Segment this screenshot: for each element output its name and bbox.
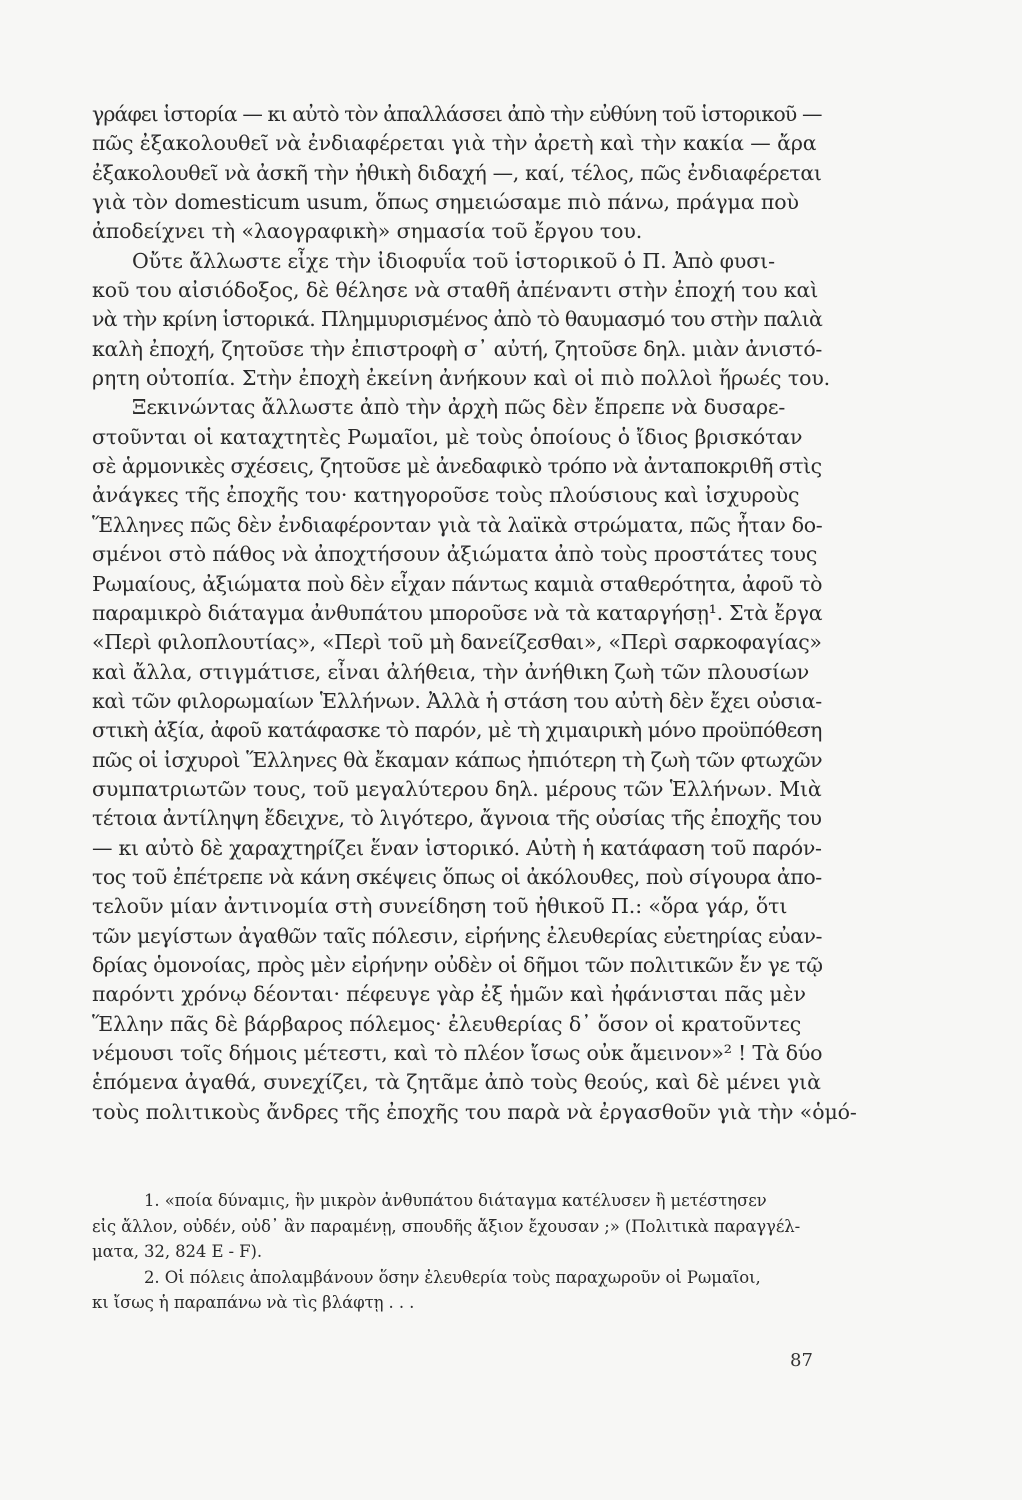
text-line: Ξεκινώντας ἄλλωστε ἀπὸ τὴν ἀρχὴ πῶς δὲν ἔπρεπε νὰ δυσαρε- [132,395,786,420]
text-line: κοῦ του αἰσιόδοξος, δὲ θέλησε νὰ σταθῆ ἀπέναντι στὴν ἐποχή του καὶ [92,278,819,303]
text-line: γράφει ἱστορία — κι αὐτὸ τὸν ἀπαλλάσσει ἀπὸ τὴν εὐθύνη τοῦ ἱστορικοῦ — [92,102,822,126]
text-line: νὰ τὴν κρίνη ἱστορικά. Πλημμυρισμένος ἀπὸ τὸ θαυμασμό του στὴν παλιὰ [92,307,823,332]
text-line: Ρωμαίους, ἀξιώματα ποὺ δὲν εἶχαν πάντως καμιὰ σταθερότητα, ἀφοῦ τὸ [92,571,822,596]
text-line: πῶς ἐξακολουθεῖ νὰ ἐνδιαφέρεται γιὰ τὴν ἀρετὴ καὶ τὴν κακία — ἄρα [92,131,817,156]
text-line: Οὔτε ἄλλωστε εἶχε τὴν ἰδιοφυΐα τοῦ ἱστορικοῦ ὁ Π. Ἀπὸ φυσι- [132,248,775,273]
text-line: ἀνάγκες τῆς ἐποχῆς του· κατηγοροῦσε τοὺς πλούσιους καὶ ἰσχυροὺς [92,483,800,508]
body-text [92,100,857,1127]
text-line: καὶ τῶν φιλορωμαίων Ἑλλήνων. Ἀλλὰ ἡ στάση του αὐτὴ δὲν ἔχει οὐσια- [92,688,822,713]
text-line: παρόντι χρόνῳ δέονται· πέφευγε γὰρ ἐξ ἡμῶν καὶ ἠφάνισται πᾶς μὲν [92,982,806,1007]
footnote-line: 1. «ποία δύναμις, ἣν μικρὸν ἀνθυπάτου διάταγμα κατέλυσεν ἢ μετέστησεν [144,1191,767,1210]
text-line: σμένοι στὸ πάθος νὰ ἀποχτήσουν ἀξιώματα ἀπὸ τοὺς προστάτες τους [92,542,818,567]
footnote-line: 2. Οἱ πόλεις ἀπολαμβάνουν ὅσην ἐλευθερία τοὺς παραχωροῦν οἱ Ρωμαῖοι, [144,1267,761,1287]
text-line: ρητη οὐτοπία. Στὴν ἐποχὴ ἐκείνη ἀνήκουν καὶ οἱ πιὸ πολλοὶ ἥρωές του. [92,366,831,391]
page-number: 87 [790,1350,813,1371]
text-line: στικὴ ἀξία, ἀφοῦ κατάφασκε τὸ παρόν, μὲ τὴ χιμαιρικὴ μόνο προϋπόθεση [92,718,822,743]
footnote-line: κι ἴσως ἡ παραπάνω νὰ τὶς βλάφτῃ . . . [92,1293,415,1312]
footnotes [92,1188,822,1316]
text-line: τος τοῦ ἐπέτρεπε νὰ κάνη σκέψεις ὅπως οἱ ἀκόλουθες, ποὺ σίγουρα ἀπο- [92,864,822,889]
text-line: τοὺς πολιτικοὺς ἄνδρες τῆς ἐποχῆς του παρὰ νὰ ἐργασθοῦν γιὰ τὴν «ὁμό- [92,1099,857,1124]
text-line: παραμικρὸ διάταγμα ἀνθυπάτου μποροῦσε νὰ τὰ καταργήσῃ¹. Στὰ ἔργα [92,600,823,625]
text-line: καὶ ἄλλα, στιγμάτισε, εἶναι ἀλήθεια, τὴν ἀνήθικη ζωὴ τῶν πλουσίων [92,659,810,684]
text-line: ἀποδείχνει τὴ «λαογραφικὴ» σημασία τοῦ ἔργου του. [92,219,643,244]
text-line: τέτοια ἀντίληψη ἔδειχνε, τὸ λιγότερο, ἄγνοια τῆς οὐσίας τῆς ἐποχῆς του [92,806,822,831]
text-line: «Περὶ φιλοπλουτίας», «Περὶ τοῦ μὴ δανείζεσθαι», «Περὶ σαρκοφαγίας» [92,630,822,655]
text-line: τῶν μεγίστων ἀγαθῶν ταῖς πόλεσιν, εἰρήνης ἐλευθερίας εὐετηρίας εὐαν- [92,923,822,948]
text-line: γιὰ τὸν domesticum usum, ὅπως σημειώσαμε πιὸ πάνω, πράγμα ποὺ [92,190,799,215]
text-line: Ἕλλην πᾶς δὲ βάρβαρος πόλεμος· ἐλευθερίας δ᾽ ὅσον οἱ κρατοῦντες [92,1011,802,1036]
text-line: σὲ ἁρμονικὲς σχέσεις, ζητοῦσε μὲ ἀνεδαφικὸ τρόπο νὰ ἀνταποκριθῆ στὶς [92,454,822,479]
footnote-line: εἰς ἄλλον, οὐδέν, οὐδ᾽ ἂν παραμένῃ, σπουδῆς ἄξιον ἔχουσαν ;» (Πολιτικὰ παραγγέλ- [92,1216,801,1236]
text-line: Ἕλληνες πῶς δὲν ἐνδιαφέρονταν γιὰ τὰ λαϊκὰ στρώματα, πῶς ἦταν δο- [92,512,823,537]
text-line: τελοῦν μίαν ἀντινομία στὴ συνείδηση τοῦ ἠθικοῦ Π.: «ὅρα γάρ, ὅτι [92,894,788,919]
text-line: πῶς οἱ ἰσχυροὶ Ἕλληνες θὰ ἔκαμαν κάπως ἠπιότερη τὴ ζωὴ τῶν φτωχῶν [92,747,823,772]
text-line: στοῦνται οἱ καταχτητὲς Ρωμαῖοι, μὲ τοὺς ὁποίους ὁ ἴδιος βρισκόταν [92,424,803,449]
text-line: δρίας ὁμονοίας, πρὸς μὲν εἰρήνην οὐδὲν οἱ δῆμοι τῶν πολιτικῶν ἔν γε τῷ [92,952,823,977]
text-line: ἐξακολουθεῖ νὰ ἀσκῆ τὴν ἠθικὴ διδαχή —, καί, τέλος, πῶς ἐνδιαφέρεται [92,160,822,185]
text-line: — κι αὐτὸ δὲ χαραχτηρίζει ἕναν ἱστορικό. Αὐτὴ ἡ κατάφαση τοῦ παρόν- [92,835,822,860]
text-line: νέμουσι τοῖς δήμοις μέτεστι, καὶ τὸ πλέον ἴσως οὐκ ἄμεινον»² ! Τὰ δύο [92,1041,823,1065]
text-line: συμπατριωτῶν τους, τοῦ μεγαλύτερου δηλ. μέρους τῶν Ἑλλήνων. Μιὰ [92,776,822,801]
text-line: καλὴ ἐποχή, ζητοῦσε τὴν ἐπιστροφὴ σ᾽ αὐτή, ζητοῦσε δηλ. μιὰν ἀνιστό- [92,336,823,361]
footnote-line: ματα, 32, 824 E - F). [92,1242,262,1261]
text-line: ἑπόμενα ἀγαθά, συνεχίζει, τὰ ζητᾶμε ἀπὸ τοὺς θεούς, καὶ δὲ μένει γιὰ [92,1070,821,1095]
